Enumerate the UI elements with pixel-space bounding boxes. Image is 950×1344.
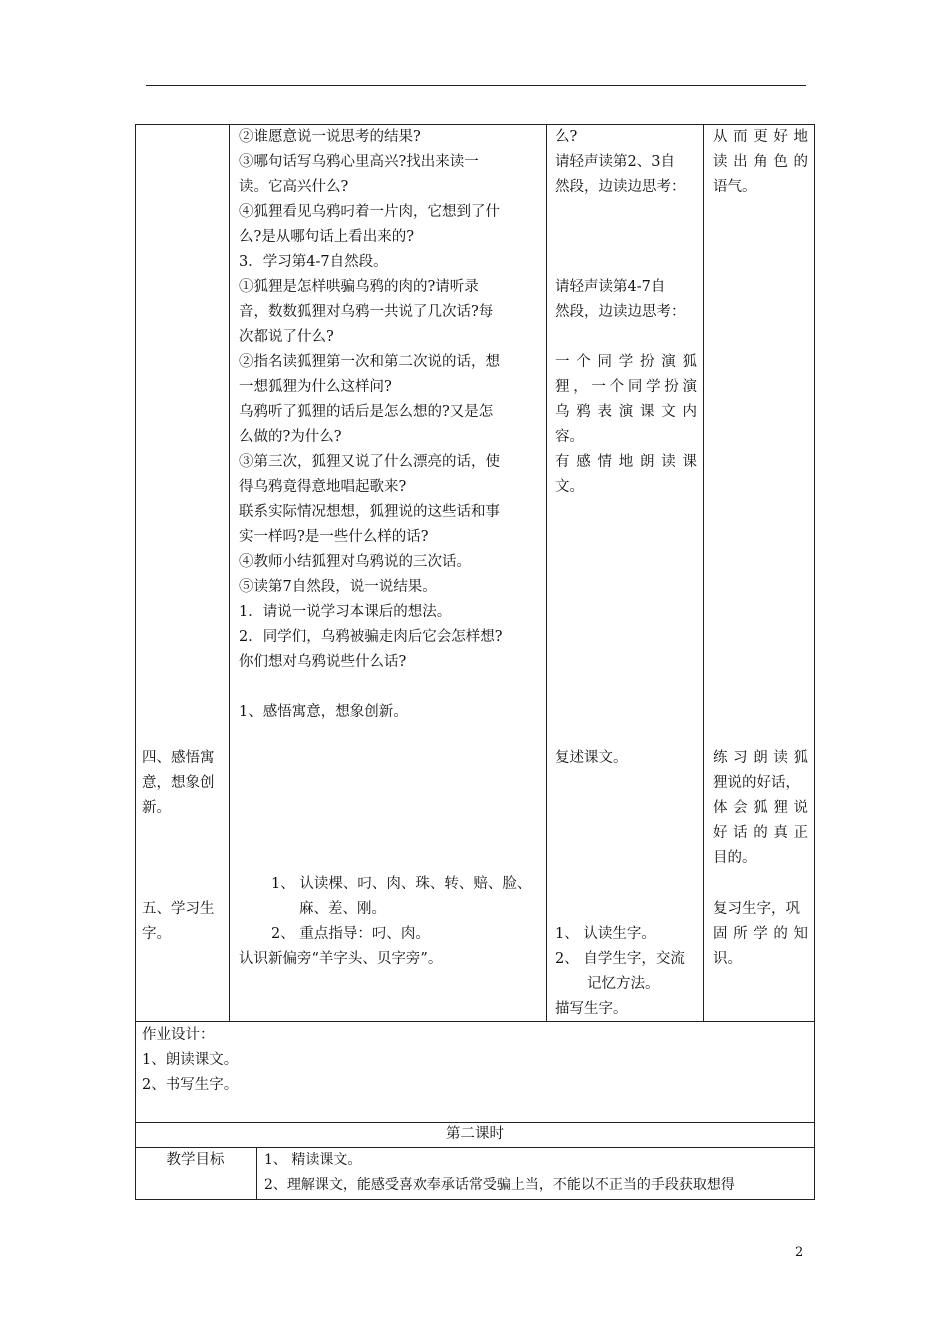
student-activity-retell: 复述课文。 bbox=[555, 750, 628, 766]
design-intent-1: 从而更好地 读出角色的 语气。 bbox=[713, 129, 808, 195]
page-number: 2 bbox=[795, 1245, 804, 1260]
homework-title: 作业设计： bbox=[142, 1027, 215, 1043]
literacy-steps: 1、 认读棵、叼、肉、珠、转、赔、脸、 麻、差、刚。 2、 重点指导：叼、肉。 认识新偏旁“羊字头、贝字旁”。 bbox=[239, 876, 532, 967]
homework-item: 2、书写生字。 bbox=[142, 1077, 239, 1093]
table-row-divider-homework bbox=[135, 1021, 815, 1022]
section-label-literacy: 五、学习生 字。 bbox=[142, 901, 215, 942]
student-activity-1: 么? 请轻声读第2、3自 然段，边读边思考： bbox=[555, 129, 686, 195]
student-activity-3: 一个同学扮演狐 狸，一个同学扮演 乌鸦表演课文内 容。 有感情地朗读课 文。 bbox=[555, 354, 697, 495]
goal-content: 1、 精读课文。 2、理解课文，能感受喜欢奉承话常受骗上当，不能以不正当的手段获取想得 bbox=[264, 1152, 735, 1193]
table-col-divider-3 bbox=[703, 124, 704, 1021]
second-lesson-title: 第二课时 bbox=[446, 1126, 504, 1142]
design-intent-3: 复习生字，巩 固所学的知 识。 bbox=[713, 901, 808, 967]
student-activity-2: 请轻声读第4-7自 然段，边读边思考： bbox=[555, 279, 686, 320]
goal-label: 教学目标 bbox=[166, 1152, 225, 1168]
table-col-divider-2 bbox=[546, 124, 547, 1021]
homework bbox=[142, 1023, 238, 1098]
header-rule bbox=[146, 85, 806, 86]
homework-item: 1、朗读课文。 bbox=[142, 1052, 239, 1068]
sense-item: 1、感悟寓意，想象创新。 bbox=[239, 704, 408, 720]
table-col-divider-1 bbox=[229, 124, 230, 1021]
student-activity-literacy: 1、 认读生字。 2、 自学生字，交流 记忆方法。 描写生字。 bbox=[555, 926, 685, 1017]
teaching-steps: ②谁愿意说一说思考的结果? ③哪句话写乌鸦心里高兴?找出来读一 读。它高兴什么? ④狐狸看见乌鸦叼着一片肉，它想到了什 么?是从哪句话上看出来的? 3．学习第4-7自然段。 ①狐狸是怎样哄骗乌鸦的肉的?请听录 音，数数狐狸对乌鸦一共说了几次话?每 次都说了什么? ②指名读狐狸第一次和第二次说的话，想 一想狐狸为什么这样问? 乌鸦听了狐狸的话后是怎么想的?又是怎 么做的?为什么? ③第三次，狐狸又说了什么漂亮的话，使 得乌鸦竟得意地唱起歌来? 联系实际情况想想，狐狸说的这些话和事 实一样吗?是一些什么样的话? ④教师小结狐狸对乌鸦说的三次话。 ⑤读第7自然段，说一说结果。 1．请说一说学习本课后的想法。 2．同学们，乌鸦被骗走肉后它会怎样想? 你们想对乌鸦说些什么话? bbox=[239, 129, 503, 670]
section-label-sense: 四、感悟寓 意，想象创 新。 bbox=[142, 750, 215, 816]
table-col-divider-goal bbox=[256, 1147, 257, 1200]
design-intent-2: 练习朗读狐 狸说的好话， 体会狐狸说 好话的真正 目的。 bbox=[713, 750, 808, 866]
